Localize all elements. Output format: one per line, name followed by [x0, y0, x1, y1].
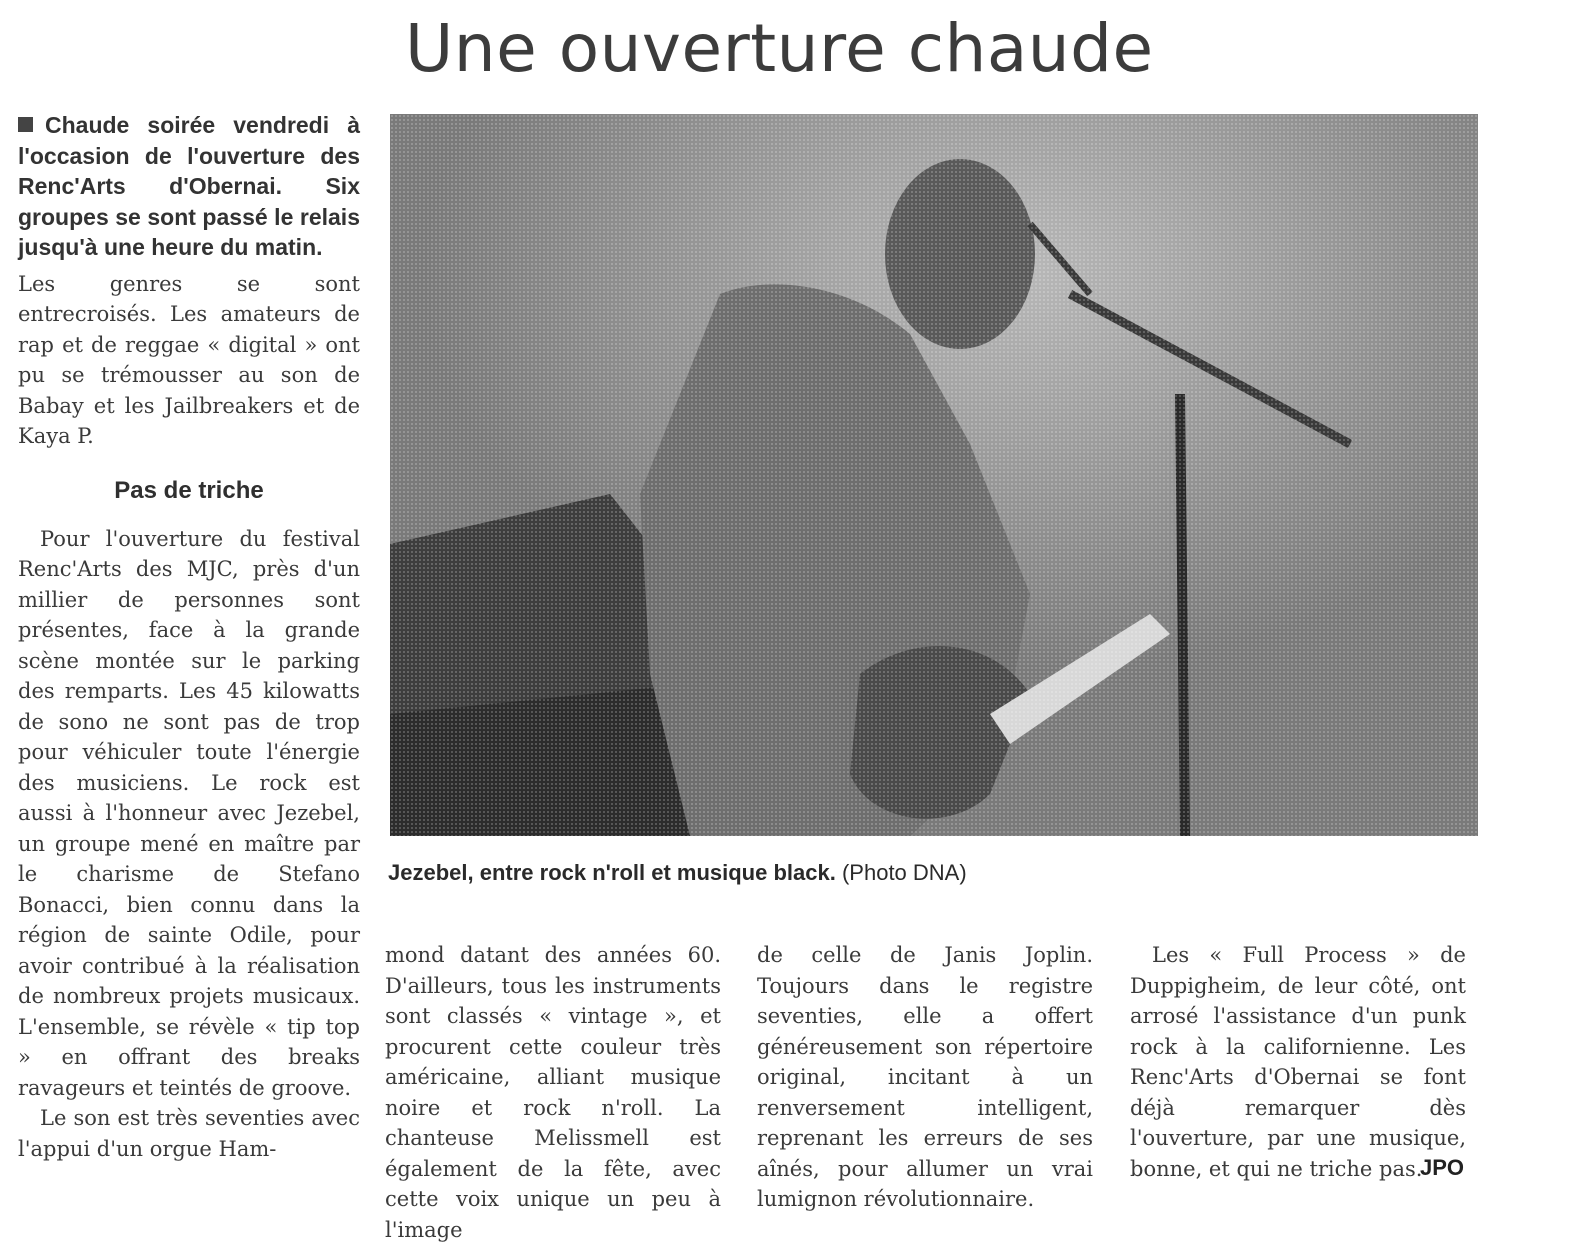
- column-4-text: Les « Full Process » de Duppigheim, de leur côté, ont arrosé l'assistance d'un punk rock à la californienne. Les Renc'Arts d'Obernai se font déjà remarquer dès l'ouverture, par une musique, bonne, et qui ne triche pas.: [1130, 943, 1466, 1181]
- lead-paragraph: [18, 110, 360, 263]
- photo-caption: [388, 858, 1388, 888]
- concert-photo: [390, 114, 1478, 836]
- column-2: [385, 940, 721, 1245]
- column-4: [1130, 940, 1466, 1184]
- concert-photo-image: [390, 114, 1478, 836]
- headline: Une ouverture chaude: [405, 10, 1154, 87]
- lead-text: Chaude soirée vendredi à l'occasion de l'ouverture des Renc'Arts d'Obernai. Six groupes se sont passé le relais jusqu'à une heure du matin.: [18, 112, 360, 260]
- body-paragraph-1: Pour l'ouverture du festival Renc'Arts des MJC, près d'un millier de personnes sont présentes, face à la grande scène montée sur le parking des remparts. Les 45 kilowatts de sono ne sont pas de trop pour véhiculer toute l'énergie des musiciens. Le rock est aussi à l'honneur avec Jezebel, un groupe mené en maître par le charisme de Stefano Bonacci, bien connu dans la région de sainte Odile, pour avoir contribué à la réalisation de nombreux projets musicaux. L'ensemble, se révèle « tip top » en offrant des breaks ravageurs et teintés de groove.: [18, 526, 360, 1100]
- bullet-square-icon: [18, 117, 33, 132]
- column-3-text: de celle de Janis Joplin. Toujours dans le registre seventies, elle a offert généreusement son répertoire original, incitant à un renversement intelligent, reprenant les erreurs de ses aînés, pour allumer un vrai lumignon révolutionnaire.: [757, 943, 1093, 1211]
- subheading: Pas de triche: [114, 476, 264, 504]
- left-column: [18, 110, 360, 1164]
- column-2-text: mond datant des années 60. D'ailleurs, tous les instruments sont classés « vintage », et procurent cette couleur très américaine, alliant musique noire et rock n'roll. La chanteuse Melissmell est également de la fête, avec cette voix unique un peu à l'image: [385, 943, 721, 1242]
- author-signature: JPO: [1419, 1155, 1464, 1180]
- intro-paragraph: Les genres se sont entrecroisés. Les amateurs de rap et de reggae « digital » ont pu se trémousser au son de Babay et les Jailbreakers et de Kaya P.: [18, 271, 360, 448]
- caption-text: Jezebel, entre rock n'roll et musique black.: [388, 860, 836, 885]
- photo-credit: (Photo DNA): [841, 860, 967, 885]
- column-3: [757, 940, 1093, 1215]
- body-paragraph-2: Le son est très seventies avec l'appui d'un orgue Ham-: [18, 1106, 360, 1161]
